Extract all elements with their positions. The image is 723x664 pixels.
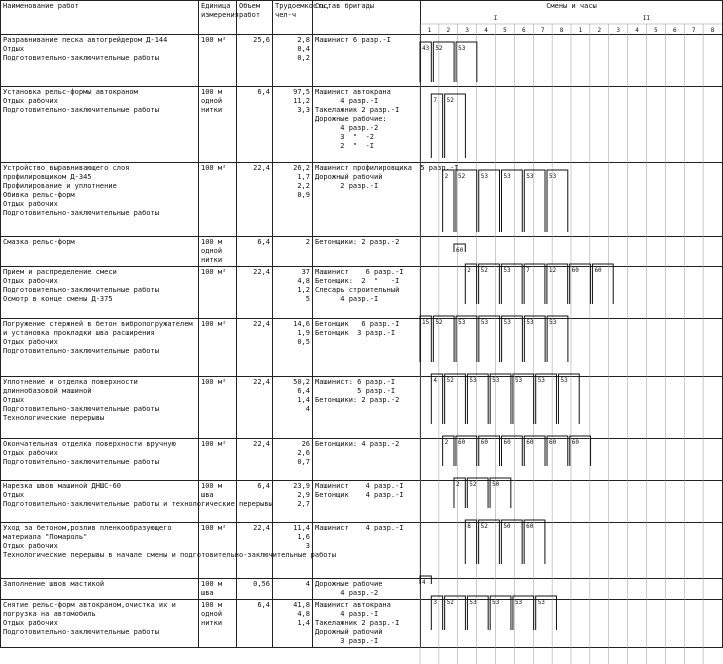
gantt-bar-label: 53 bbox=[503, 173, 511, 180]
gantt-bar-label: 52 bbox=[480, 267, 488, 274]
crew-cell bbox=[313, 600, 421, 648]
work-cell bbox=[1, 377, 199, 439]
work-line: Подготовительно-заключительные работы bbox=[3, 106, 159, 114]
unit-cell: 100 м шва bbox=[199, 481, 237, 523]
crew-line: Машинист 4 разр.-I bbox=[315, 524, 404, 532]
hour-label: 2 bbox=[446, 27, 451, 34]
hour-label: 2 bbox=[597, 27, 602, 34]
work-line: Отдых bbox=[3, 45, 25, 53]
volume-cell: 25,6 bbox=[237, 35, 273, 87]
work-line: Подготовительно-заключительные работы bbox=[3, 54, 159, 62]
labor-line: 1,9 bbox=[297, 329, 310, 337]
gantt-bar-label: 60 bbox=[480, 439, 488, 446]
unit-cell: 100 м одной нитки bbox=[199, 87, 237, 163]
hour-label: 4 bbox=[635, 27, 639, 34]
unit-cell: 100 м шва bbox=[199, 579, 237, 600]
labor-line: 4 bbox=[305, 580, 310, 588]
crew-line: Дорожный рабочий bbox=[315, 628, 383, 636]
work-line: Подготовительно-заключительные работы и технологические перерывы bbox=[3, 500, 273, 508]
work-line: Отдых рабочих bbox=[3, 449, 58, 457]
gantt-bar-label: 15 bbox=[422, 319, 430, 326]
work-line: Окончательная отделка поверхности вручную bbox=[3, 440, 176, 448]
work-line: Обивка рельс-форм bbox=[3, 191, 75, 199]
header-work: Наименование работ bbox=[1, 1, 199, 35]
gantt-bar-label: 50 bbox=[492, 481, 500, 488]
work-line: Погружение стержней в бетон вибропогружателем и установка прокладки шва расширения bbox=[3, 320, 193, 337]
crew-cell bbox=[313, 439, 421, 481]
shift-label-1: I bbox=[493, 15, 498, 22]
work-cell bbox=[1, 600, 199, 648]
work-cell bbox=[1, 237, 199, 267]
work-line: Подготовительно-заключительные работы bbox=[3, 458, 159, 466]
unit-cell: 100 м² bbox=[199, 163, 237, 237]
hour-label: 8 bbox=[710, 27, 715, 34]
gantt-bar-label: 52 bbox=[446, 599, 454, 606]
hour-label: 3 bbox=[465, 27, 469, 34]
hour-label: 7 bbox=[540, 27, 545, 34]
crew-line: Дорожный рабочий bbox=[315, 173, 383, 181]
labor-line: 4,8 bbox=[297, 610, 310, 618]
labor-line: 2,8 bbox=[297, 36, 310, 44]
gantt-bar-label: 53 bbox=[537, 377, 545, 384]
gantt-bar-label: 53 bbox=[537, 599, 545, 606]
labor-cell bbox=[273, 481, 313, 523]
gantt-bar-label: 60 bbox=[503, 439, 511, 446]
labor-line: 2,6 bbox=[297, 449, 310, 457]
labor-cell bbox=[273, 579, 313, 600]
work-line: Отдых рабочих bbox=[3, 277, 58, 285]
crew-line: Машинист автокрана bbox=[315, 601, 391, 609]
shift-label-2: II bbox=[642, 15, 651, 22]
labor-line: 11,4 bbox=[293, 524, 310, 532]
gantt-bar-label: 52 bbox=[469, 481, 477, 488]
labor-line: 14,6 bbox=[293, 320, 310, 328]
crew-cell bbox=[313, 87, 421, 163]
crew-line: 4 разр.-I bbox=[315, 295, 379, 303]
labor-line: 2,2 bbox=[297, 182, 310, 190]
crew-line: Машинист профилировщика 5 разр.-I bbox=[315, 164, 459, 172]
work-cell bbox=[1, 35, 199, 87]
work-line: Отдых рабочих bbox=[3, 97, 58, 105]
work-line: Подготовительно-заключительные работы bbox=[3, 286, 159, 294]
gantt-bar-label: 7 bbox=[433, 97, 437, 104]
crew-line: Бетонщик 6 разр.-I bbox=[315, 320, 400, 328]
gantt-bar-label: 60 bbox=[594, 267, 602, 274]
work-cell bbox=[1, 87, 199, 163]
work-line: Снятие рельс-форм автокраном,очистка их и погрузка на автомобиль bbox=[3, 601, 176, 618]
unit-cell: 100 м² bbox=[199, 377, 237, 439]
gantt-bar-label: 2 bbox=[467, 267, 471, 274]
crew-line: 4 разр.-2 bbox=[315, 589, 379, 597]
gantt-bar-label: 60 bbox=[571, 267, 579, 274]
work-line: Отдых bbox=[3, 396, 25, 404]
gantt-bar-label: 2 bbox=[444, 439, 449, 446]
work-line: Заполнение швов мастикой bbox=[3, 580, 105, 588]
gantt-bar-label: 53 bbox=[514, 599, 523, 606]
hour-label: 4 bbox=[484, 27, 488, 34]
labor-line: 26,2 bbox=[293, 164, 310, 172]
gantt-bar-label: 60 bbox=[526, 439, 534, 446]
work-line: Технологические перерывы в начале смены и подготовительно-заключительные работы bbox=[3, 551, 336, 559]
gantt-bar-label: 53 bbox=[549, 319, 557, 326]
work-line: Отдых рабочих bbox=[3, 338, 58, 346]
labor-line: 1,7 bbox=[297, 173, 310, 181]
gantt-bar-label: 12 bbox=[548, 267, 557, 274]
hour-label: 5 bbox=[503, 27, 507, 34]
labor-cell bbox=[273, 319, 313, 377]
labor-line: 11,2 bbox=[293, 97, 310, 105]
header-crew: Состав бригады bbox=[313, 1, 421, 35]
work-line: Отдых bbox=[3, 491, 25, 499]
crew-cell bbox=[313, 579, 421, 600]
crew-line: Такелажник 2 разр.-I bbox=[315, 619, 400, 627]
gantt-bar-label: 2 bbox=[455, 481, 460, 488]
gantt-bar-label: 60 bbox=[549, 439, 557, 446]
work-line: Устройство выравнивающего слоя профилировщиком Д-345 bbox=[3, 164, 130, 181]
crew-line: Бетонщики: 4 разр.-2 bbox=[315, 440, 400, 448]
crew-line: Бетонщик 3 разр.-I bbox=[315, 329, 396, 337]
crew-line: Бетонщик 4 разр.-I bbox=[315, 491, 404, 499]
crew-line: Бетонщики: 2 разр.-2 bbox=[315, 238, 400, 246]
crew-cell bbox=[313, 163, 459, 237]
crew-line: Бетонщик: 2 " -I bbox=[315, 277, 400, 285]
labor-line: 4,8 bbox=[297, 277, 310, 285]
crew-line: Бетонщики: 2 разр.-2 bbox=[315, 396, 400, 404]
labor-cell bbox=[273, 267, 313, 319]
gantt-bar-label: 53 bbox=[458, 319, 466, 326]
gantt-bar-label: 53 bbox=[469, 599, 477, 606]
unit-cell: 100 м² bbox=[199, 267, 237, 319]
crew-line: Машинист 6 разр.-I bbox=[315, 268, 404, 276]
labor-line: 0,7 bbox=[297, 458, 310, 466]
hour-label: 3 bbox=[616, 27, 620, 34]
work-line: Уход за бетоном,розлив пленкообразующего материала "Помароль" bbox=[3, 524, 172, 541]
gantt-bar-label: 60 bbox=[571, 439, 580, 446]
gantt-bar-label: 3 bbox=[433, 599, 437, 606]
hour-label: 8 bbox=[559, 27, 564, 34]
labor-line: 4 bbox=[305, 405, 310, 413]
crew-line: 2 " -I bbox=[315, 142, 375, 150]
work-line: Профилирование и уплотнение bbox=[3, 182, 117, 190]
work-line: Отдых рабочих bbox=[3, 619, 58, 627]
gantt-bar-label: 43 bbox=[422, 45, 430, 52]
labor-cell bbox=[273, 377, 313, 439]
unit-cell: 100 м одной нитки bbox=[199, 237, 237, 267]
labor-cell bbox=[273, 439, 313, 481]
labor-line: 50,2 bbox=[293, 378, 310, 386]
gantt-bar-label: 53 bbox=[492, 599, 500, 606]
crew-line: Машинист 4 разр.-I bbox=[315, 482, 404, 490]
work-line: Разравнивание песка автогрейдером Д-144 bbox=[3, 36, 168, 44]
gantt-bar-label: 2 bbox=[444, 173, 449, 180]
gantt-bar-label: 53 bbox=[514, 377, 523, 384]
labor-line: 0,5 bbox=[297, 338, 310, 346]
crew-line: Дорожные рабочие bbox=[315, 580, 383, 588]
gantt-bar-label: 52 bbox=[480, 523, 488, 530]
hour-label: 1 bbox=[578, 27, 583, 34]
schedule-title: Смены и часы bbox=[546, 2, 597, 10]
hour-label: 1 bbox=[427, 27, 432, 34]
crew-line: 3 разр.-I bbox=[315, 637, 379, 645]
crew-line: 2 разр.-I bbox=[315, 182, 379, 190]
gantt-bar-label: 60 bbox=[526, 523, 534, 530]
unit-cell: 100 м² bbox=[199, 319, 237, 377]
labor-line: 26 bbox=[301, 440, 310, 448]
gantt-bar-label: 52 bbox=[446, 377, 454, 384]
hour-label: 7 bbox=[691, 27, 696, 34]
work-line: Подготовительно-заключительные работы bbox=[3, 347, 159, 355]
labor-cell bbox=[273, 163, 313, 237]
gantt-bar-label: 53 bbox=[480, 319, 489, 326]
gantt-bar-label: 53 bbox=[492, 377, 500, 384]
work-line: Отдых рабочих bbox=[3, 200, 58, 208]
work-line: Подготовительно-заключительные работы bbox=[3, 628, 159, 636]
work-line: Смазка рельс-форм bbox=[3, 238, 75, 246]
work-line: Нарезка швов машиной ДНШС-60 bbox=[3, 482, 122, 490]
header-unit: Единица измерения bbox=[199, 1, 237, 35]
gantt-bar-label: 8 bbox=[467, 523, 471, 530]
labor-line: 3,3 bbox=[297, 106, 310, 114]
labor-line: 3 bbox=[305, 542, 310, 550]
gantt-bar-label: 53 bbox=[469, 377, 477, 384]
labor-line: 1,2 bbox=[297, 286, 310, 294]
hour-label: 6 bbox=[673, 27, 677, 34]
volume-cell: 6,4 bbox=[237, 237, 273, 267]
crew-line: Такелажник 2 разр.-I bbox=[315, 106, 400, 114]
labor-cell bbox=[273, 87, 313, 163]
unit-cell: 100 м² bbox=[199, 35, 237, 87]
unit-cell: 100 м² bbox=[199, 439, 237, 481]
volume-cell: 6,4 bbox=[237, 481, 273, 523]
crew-cell bbox=[313, 237, 421, 267]
labor-line: 1,4 bbox=[297, 396, 310, 404]
crew-line: Машинист: 6 разр.-I bbox=[315, 378, 396, 386]
work-line: Прием и распределение смеси bbox=[3, 268, 117, 276]
crew-line: 5 разр.-I bbox=[315, 387, 396, 395]
crew-line: Машинист автокрана bbox=[315, 88, 391, 96]
volume-cell: 22,4 bbox=[237, 267, 273, 319]
crew-cell bbox=[313, 319, 421, 377]
work-line: Уплотнение и отделка поверхности длиннобазовой машиной bbox=[3, 378, 138, 395]
volume-cell: 22,4 bbox=[237, 523, 273, 579]
volume-cell: 22,4 bbox=[237, 439, 273, 481]
labor-line: 0,4 bbox=[297, 45, 310, 53]
crew-line: Слесарь строительный bbox=[315, 286, 400, 294]
labor-line: 6,4 bbox=[297, 387, 310, 395]
labor-line: 2,7 bbox=[297, 500, 310, 508]
labor-line: 5 bbox=[305, 295, 310, 303]
gantt-bar-label: 53 bbox=[549, 173, 557, 180]
header-labor: Трудоемкость, чел-ч bbox=[273, 1, 313, 35]
volume-cell: 6,4 bbox=[237, 600, 273, 648]
work-cell bbox=[1, 267, 199, 319]
labor-line: 2 bbox=[305, 238, 310, 246]
header-volume: Объем работ bbox=[237, 1, 273, 35]
crew-cell bbox=[313, 481, 421, 523]
gantt-bar-label: 53 bbox=[560, 377, 568, 384]
crew-line: 4 разр.-2 bbox=[315, 124, 379, 132]
volume-cell: 22,4 bbox=[237, 319, 273, 377]
gantt-bar-label: 52 bbox=[457, 173, 466, 180]
hour-label: 6 bbox=[522, 27, 526, 34]
work-line: Подготовительно-заключительные работы bbox=[3, 209, 159, 217]
labor-line: 23,9 bbox=[293, 482, 310, 490]
gantt-bar-label: 52 bbox=[435, 319, 443, 326]
labor-line: 1,4 bbox=[297, 619, 310, 627]
gantt-bar-label: 60 bbox=[457, 439, 466, 446]
gantt-bar-label: 53 bbox=[503, 267, 511, 274]
crew-cell bbox=[313, 377, 421, 439]
crew-line: Машинист 6 разр.-I bbox=[315, 36, 391, 44]
gantt-bar-label: 7 bbox=[526, 267, 530, 274]
labor-cell bbox=[273, 35, 313, 87]
gantt-bar-label: 4 bbox=[422, 579, 426, 586]
crew-line: Дорожные рабочие: bbox=[315, 115, 387, 123]
gantt-bar-label: 52 bbox=[435, 45, 443, 52]
gantt-bar-label: 53 bbox=[526, 173, 534, 180]
labor-line: 41,8 bbox=[293, 601, 310, 609]
work-line: Установка рельс-формы автокраном bbox=[3, 88, 138, 96]
crew-cell bbox=[313, 35, 421, 87]
gantt-chart bbox=[420, 0, 722, 664]
volume-cell: 22,4 bbox=[237, 377, 273, 439]
labor-line: 0,9 bbox=[297, 191, 310, 199]
gantt-bar-label: 4 bbox=[433, 377, 437, 384]
work-line: Осмотр в конце смены Д-375 bbox=[3, 295, 113, 303]
volume-cell: 6,4 bbox=[237, 87, 273, 163]
work-cell bbox=[1, 319, 199, 377]
work-line: Отдых рабочих bbox=[3, 542, 58, 550]
unit-cell: 100 м одной нитки bbox=[199, 600, 237, 648]
gantt-bar-label: 60 bbox=[455, 247, 464, 254]
gantt-bar-label: 52 bbox=[446, 97, 454, 104]
work-cell bbox=[1, 163, 199, 237]
labor-line: 97,5 bbox=[293, 88, 310, 96]
labor-line: 1,6 bbox=[297, 533, 310, 541]
labor-cell bbox=[273, 237, 313, 267]
work-line: Технологические перерывы bbox=[3, 414, 105, 422]
unit-cell: 100 м² bbox=[199, 523, 237, 579]
volume-cell: 22,4 bbox=[237, 163, 273, 237]
work-cell bbox=[1, 439, 199, 481]
crew-line: 4 разр.-I bbox=[315, 97, 379, 105]
volume-cell: 0,56 bbox=[237, 579, 273, 600]
gantt-bar-label: 53 bbox=[480, 173, 488, 180]
labor-line: 37 bbox=[301, 268, 310, 276]
gantt-bar-label: 50 bbox=[503, 523, 511, 530]
work-cell bbox=[1, 579, 199, 600]
work-line: Подготовительно-заключительные работы bbox=[3, 405, 159, 413]
labor-line: 2,9 bbox=[297, 491, 310, 499]
crew-cell bbox=[313, 267, 421, 319]
labor-cell bbox=[273, 600, 313, 648]
gantt-bar-label: 53 bbox=[503, 319, 511, 326]
crew-line: 3 " -2 bbox=[315, 133, 375, 141]
gantt-bar-label: 53 bbox=[458, 45, 466, 52]
crew-line: 4 разр.-I bbox=[315, 610, 379, 618]
labor-line: 0,2 bbox=[297, 54, 310, 62]
gantt-bar-label: 53 bbox=[526, 319, 534, 326]
hour-label: 5 bbox=[654, 27, 658, 34]
